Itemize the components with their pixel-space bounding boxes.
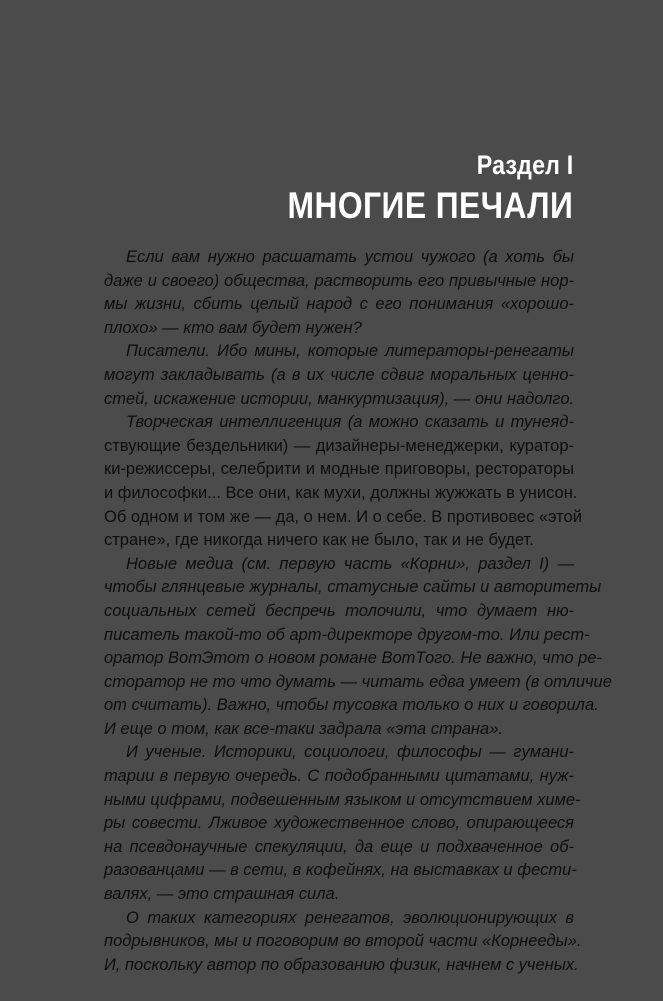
text-line: валях, — это страшная сила. <box>104 885 340 904</box>
text-line: даже и своего) общества, растворить его привычные нор- <box>104 271 574 290</box>
section-label: Раздел I <box>476 150 573 180</box>
text-line: оратор ВотЭтот о новом романе ВотТого. Не важно, что ре- <box>104 649 603 668</box>
text-line: Новые медиа (см. первую часть «Корни», раздел I) — <box>126 554 574 573</box>
paragraph-6 <box>104 907 582 978</box>
text-line: социальных сетей беспречь толочили, что думает ню- <box>104 601 574 620</box>
paragraph-1 <box>104 246 574 340</box>
text-line: стей, искажение истории, манкуртизация), — они надолго. <box>104 389 575 408</box>
text-line: тарии в первую очередь. С подобранными цитатами, нуж- <box>104 767 574 786</box>
text-line: ры совести. Лживое художественное слово, опирающееся <box>104 814 574 833</box>
text-line: на псевдонаучные спекуляции, да еще и подхваченное об- <box>104 837 574 856</box>
paragraph-5 <box>104 741 581 906</box>
text-line: И ученые. Историки, социологи, философы — гумани- <box>126 743 574 762</box>
text-line: Об одном и том же — да, о нем. И о себе. В противовес «этой <box>104 507 582 526</box>
paragraph-3 <box>104 411 582 553</box>
text-line: сторатор не то что думать — читать едва умеет (в отличие <box>104 672 612 691</box>
text-line: плохо» — кто вам будет нужен? <box>104 318 362 337</box>
paragraph-2 <box>104 340 574 411</box>
text-line: Творческая интеллигенция (а можно сказать и тунеяд- <box>126 413 574 432</box>
text-line: подрывников, мы и поговорим во второй части «Корнееды». <box>104 932 582 951</box>
text-line: могут закладывать (а в их числе сдвиг моральных ценно- <box>104 365 574 384</box>
text-line: Писатели. Ибо мины, которые литераторы-ренегаты <box>126 342 574 361</box>
text-line: разованцами — в сети, в кофейнях, на выставках и фести- <box>104 861 577 880</box>
paragraph-4 <box>104 553 612 742</box>
text-line: мы жизни, сбить целый народ с его понимания «хорошо- <box>104 295 574 314</box>
text-line: И, поскольку автор по образованию физик, начнем с ученых. <box>104 955 579 974</box>
text-line: от считать). Важно, чтобы тусовка только о них и говорила. <box>104 696 599 715</box>
text-line: Если вам нужно расшатать устои чужого (а хоть бы <box>126 248 574 266</box>
text-line: О таких категориях ренегатов, эволюционирующих в <box>126 908 574 927</box>
text-line: стране», где никогда ничего как не было, так и не будет. <box>104 531 534 550</box>
section-heading <box>241 148 573 228</box>
section-title: МНОГИЕ ПЕЧАЛИ <box>287 185 573 226</box>
text-line: и философки... Все они, как мухи, должны жужжать в унисон. <box>104 483 578 502</box>
text-line: писатель такой-то об арт-директоре другом-то. Или рест- <box>104 625 590 644</box>
text-line: И еще о том, как все-таки задрала «эта страна». <box>104 719 503 738</box>
text-line: ными цифрами, подвешенным языком и отсутствием химе- <box>104 790 581 809</box>
text-line: ки-режиссеры, селебрити и модные приговоры, рестораторы <box>104 460 574 479</box>
text-line: ствующие бездельники) — дизайнеры-менеджерки, куратор- <box>104 436 574 455</box>
body-text <box>104 246 612 977</box>
text-line: чтобы глянцевые журналы, статусные сайты и авторитеты <box>104 578 602 597</box>
